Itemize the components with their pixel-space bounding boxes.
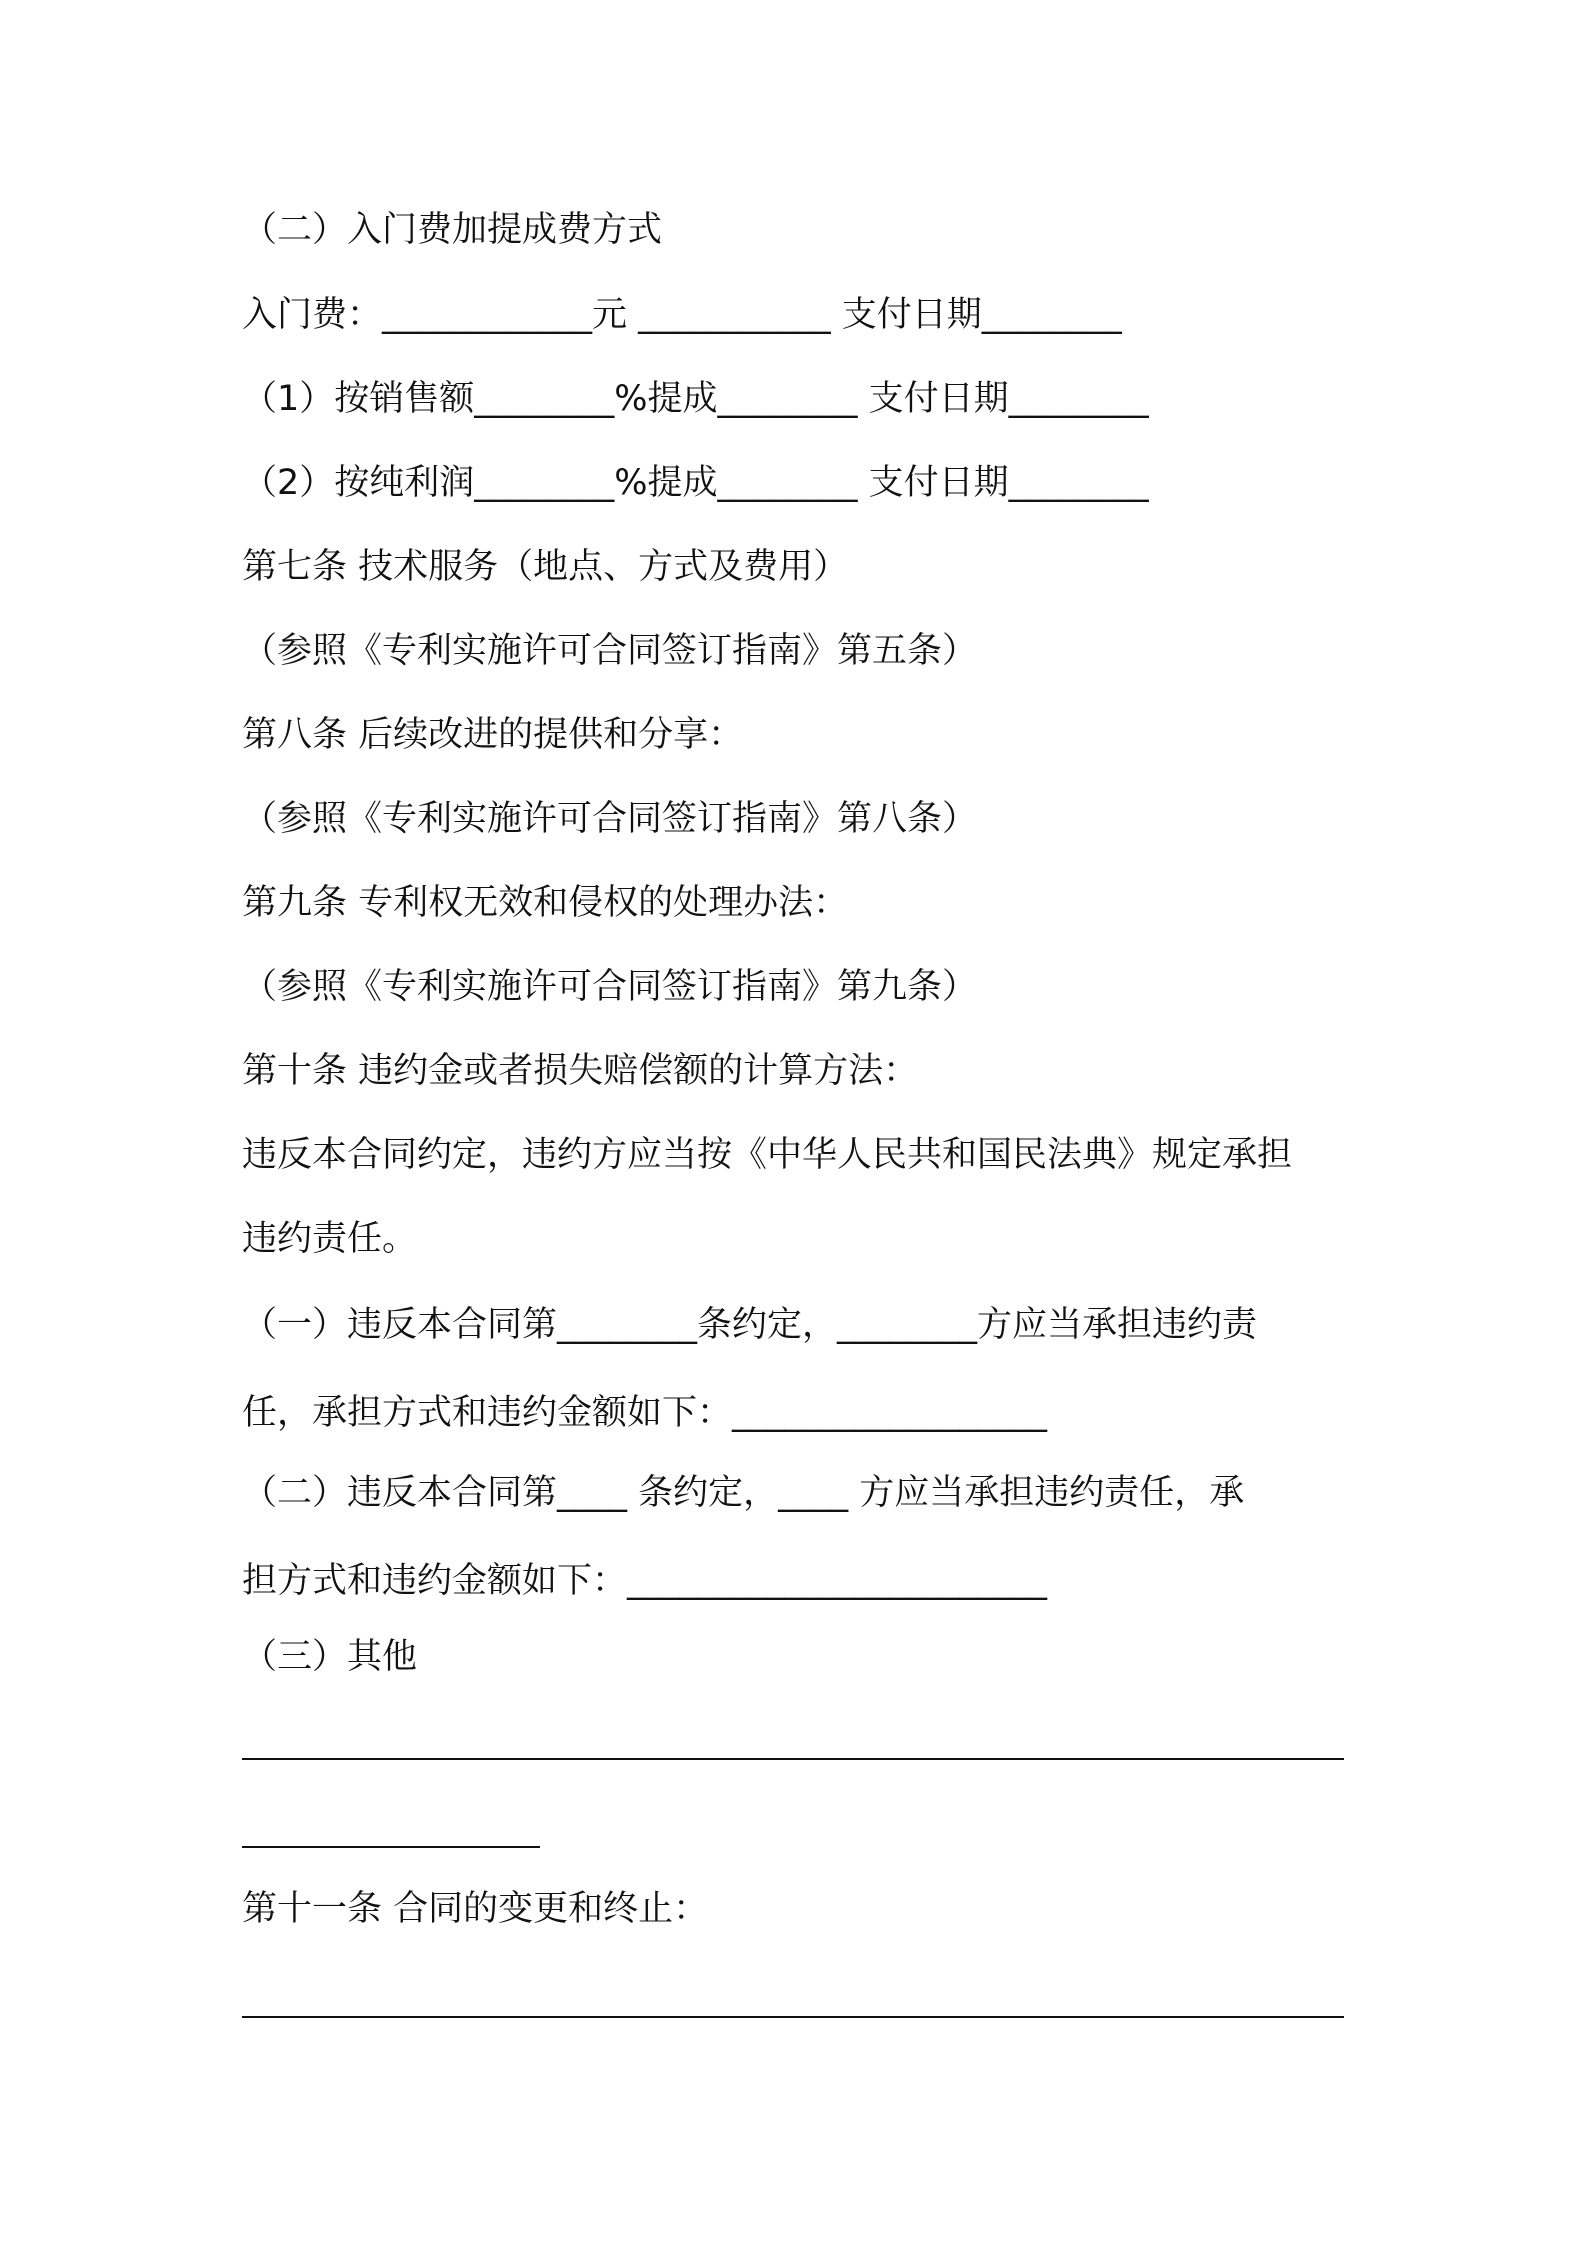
sales-commission-line: （1）按销售额________%提成________ 支付日期________ bbox=[242, 379, 1149, 419]
article-7-heading: 第七条 技术服务（地点、方式及费用） bbox=[242, 547, 849, 587]
article-10-paragraph-line-1: 违反本合同约定，违约方应当按《中华人民共和国民法典》规定承担 bbox=[242, 1135, 1293, 1175]
article-10-heading: 第十条 违约金或者损失赔偿额的计算方法： bbox=[242, 1051, 919, 1091]
article-9-reference: （参照《专利实施许可合同签订指南》第九条） bbox=[242, 967, 978, 1007]
article-8-heading: 第八条 后续改进的提供和分享： bbox=[242, 715, 744, 755]
article-7-reference: （参照《专利实施许可合同签订指南》第五条） bbox=[242, 631, 978, 671]
profit-commission-line: （2）按纯利润________%提成________ 支付日期________ bbox=[242, 463, 1149, 503]
section-heading-entry-fee-method: （二）入门费加提成费方式 bbox=[242, 210, 663, 250]
breach-clause-1-line-1: （一）违反本合同第________条约定，________方应当承担违约责 bbox=[242, 1305, 1258, 1345]
article-9-heading: 第九条 专利权无效和侵权的处理办法： bbox=[242, 883, 849, 923]
entry-fee-line: 入门费：____________元 ___________ 支付日期________ bbox=[242, 295, 1122, 335]
breach-clause-2-line-2: 担方式和违约金额如下：________________________ bbox=[242, 1561, 1048, 1601]
blank-line-other-1 bbox=[242, 1758, 1344, 1760]
breach-clause-1-line-2: 任，承担方式和违约金额如下：__________________ bbox=[242, 1393, 1048, 1433]
article-10-paragraph-line-2: 违约责任。 bbox=[242, 1219, 418, 1259]
article-11-heading: 第十一条 合同的变更和终止： bbox=[242, 1889, 709, 1929]
breach-clause-2-line-1: （二）违反本合同第____ 条约定，____ 方应当承担违约责任，承 bbox=[242, 1473, 1245, 1513]
blank-line-article-11 bbox=[242, 2016, 1344, 2018]
breach-clause-3-other: （三）其他 bbox=[242, 1637, 418, 1677]
blank-line-other-2 bbox=[242, 1846, 540, 1848]
article-8-reference: （参照《专利实施许可合同签订指南》第八条） bbox=[242, 799, 978, 839]
